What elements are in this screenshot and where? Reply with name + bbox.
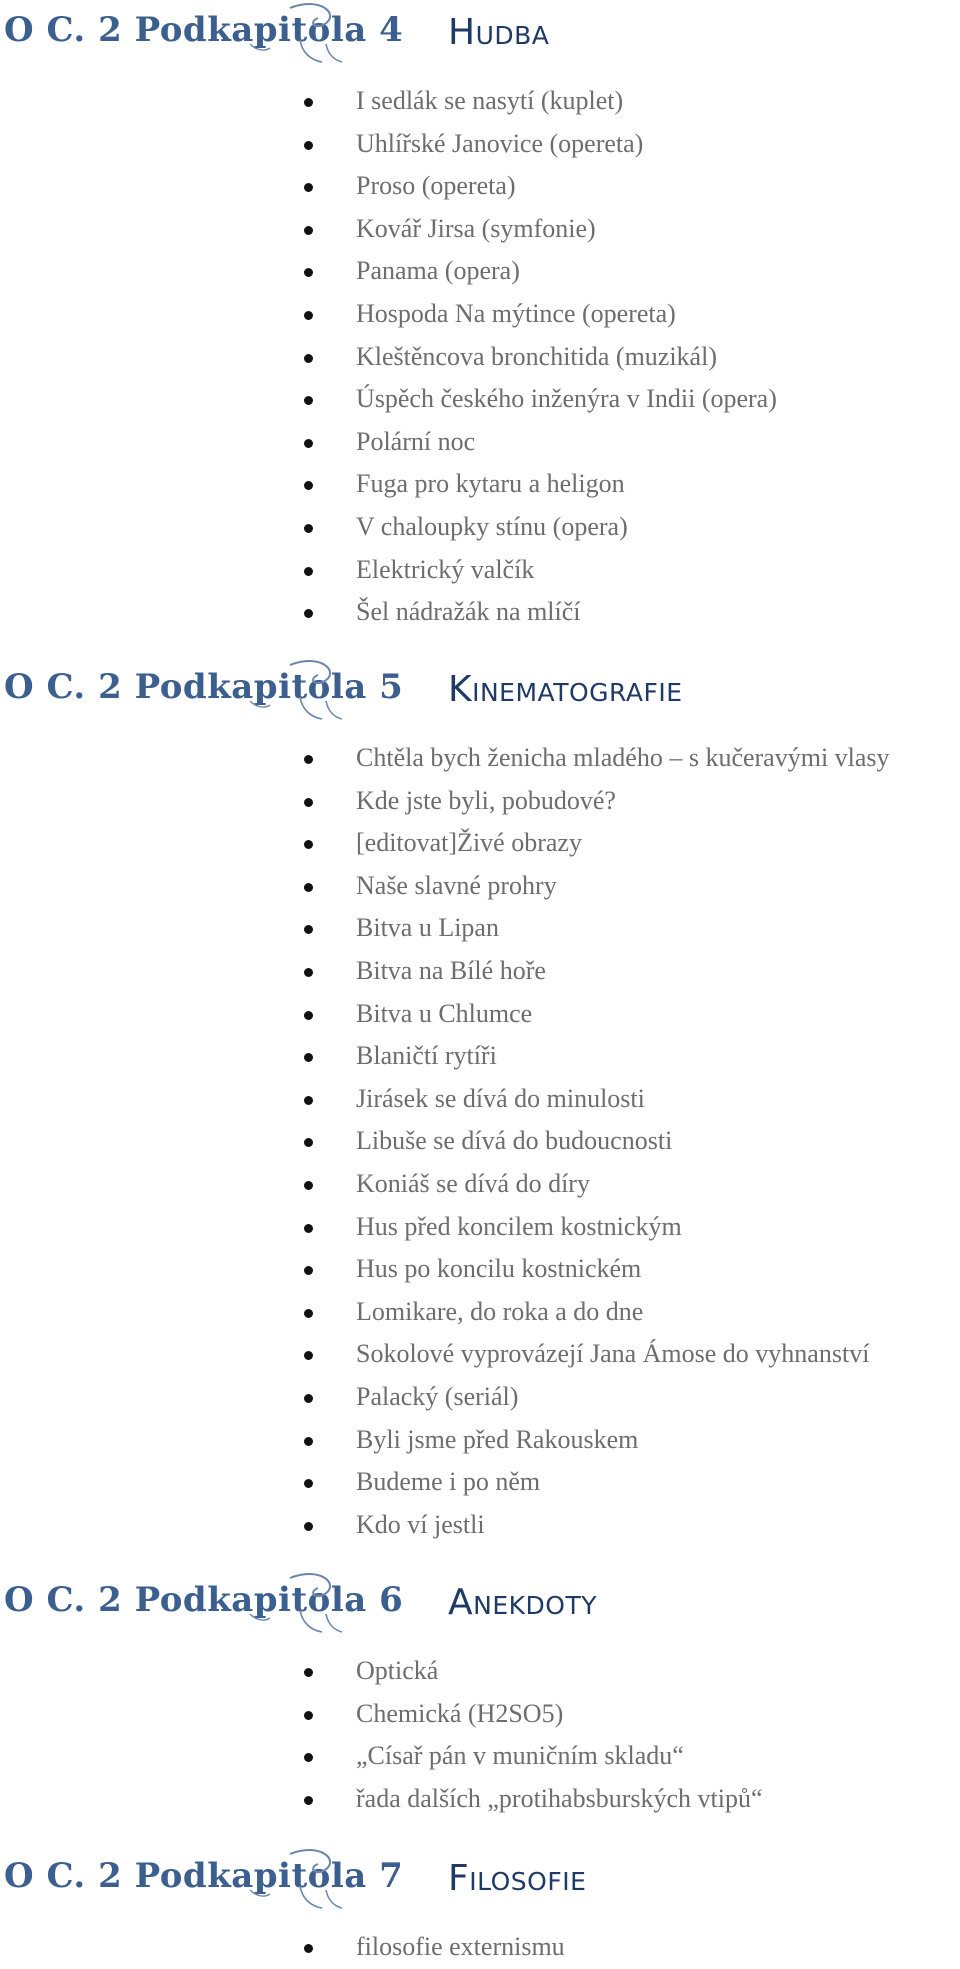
list-item bbox=[0, 506, 960, 549]
bullet-icon bbox=[304, 354, 313, 363]
bullet-icon bbox=[304, 183, 313, 192]
bullet-icon bbox=[304, 1138, 313, 1147]
list-item-text: Libuše se dívá do budoucnosti bbox=[356, 1126, 673, 1156]
bullet-icon bbox=[304, 226, 313, 235]
list-item-text: Kdo ví jestli bbox=[356, 1509, 485, 1539]
list-item-text: Sokolové vyprovázejí Jana Ámose do vyhnanství bbox=[356, 1339, 870, 1369]
bullet-icon bbox=[304, 609, 313, 618]
list-item bbox=[0, 1650, 960, 1693]
list-item-text: Naše slavné prohry bbox=[356, 870, 557, 900]
heading-prefix: O C. 2 Podkapitola 7 bbox=[4, 1856, 404, 1896]
list-item bbox=[0, 1291, 960, 1334]
list-item-text: Bitva na Bílé hoře bbox=[356, 955, 546, 985]
bullet-icon bbox=[304, 1011, 313, 1020]
heading-title: Filosofie bbox=[448, 1858, 587, 1899]
list-item bbox=[0, 950, 960, 993]
bullet-icon bbox=[304, 439, 313, 448]
bullet-icon bbox=[304, 1796, 313, 1805]
heading-prefix: O C. 2 Podkapitola 4 bbox=[4, 10, 404, 50]
list-item-text: Panama (opera) bbox=[356, 256, 520, 286]
list-item bbox=[0, 1778, 960, 1821]
bullet-icon bbox=[304, 98, 313, 107]
list-item bbox=[0, 1376, 960, 1419]
bullet-icon bbox=[304, 141, 313, 150]
bullet-icon bbox=[304, 567, 313, 576]
bullet-icon bbox=[304, 1181, 313, 1190]
bullet-icon bbox=[304, 396, 313, 405]
list-item-text: Koniáš se dívá do díry bbox=[356, 1168, 590, 1198]
list-item bbox=[0, 1035, 960, 1078]
bullet-icon bbox=[304, 1753, 313, 1762]
list-item-text: „Císař pán v muničním skladu“ bbox=[356, 1741, 684, 1771]
list-item-text: Lomikare, do roka a do dne bbox=[356, 1296, 644, 1326]
list-item-text: Elektrický valčík bbox=[356, 554, 535, 584]
list-item bbox=[0, 250, 960, 293]
list-item bbox=[0, 1461, 960, 1504]
heading-title: Hudba bbox=[448, 12, 550, 53]
list-item bbox=[0, 1419, 960, 1462]
list-item-text: Budeme i po něm bbox=[356, 1467, 541, 1497]
item-list bbox=[0, 1926, 960, 1969]
section-heading bbox=[0, 1574, 960, 1634]
list-item bbox=[0, 1206, 960, 1249]
bullet-icon bbox=[304, 925, 313, 934]
bullet-icon bbox=[304, 968, 313, 977]
bullet-icon bbox=[304, 481, 313, 490]
list-item bbox=[0, 1504, 960, 1547]
bullet-icon bbox=[304, 1394, 313, 1403]
list-item-text: Optická bbox=[356, 1656, 439, 1685]
bullet-icon bbox=[304, 1053, 313, 1062]
bullet-icon bbox=[304, 311, 313, 320]
list-item-text: Uhlířské Janovice (opereta) bbox=[356, 128, 644, 158]
list-item-text: Chemická (H2SO5) bbox=[356, 1698, 564, 1728]
bullet-icon bbox=[304, 1944, 313, 1953]
list-item bbox=[0, 549, 960, 592]
bullet-icon bbox=[304, 524, 313, 533]
list-item-text: řada dalších „protihabsburských vtipů“ bbox=[356, 1783, 763, 1813]
list-item-text: Fuga pro kytaru a heligon bbox=[356, 469, 625, 499]
list-item-text: Byli jsme před Rakouskem bbox=[356, 1424, 639, 1454]
bullet-icon bbox=[304, 1351, 313, 1360]
list-item-text: Jirásek se dívá do minulosti bbox=[356, 1083, 645, 1113]
bullet-icon bbox=[304, 1437, 313, 1446]
bullet-icon bbox=[304, 883, 313, 892]
list-item-text: Hus po koncilu kostnickém bbox=[356, 1254, 642, 1284]
list-item-text: Hospoda Na mýtince (opereta) bbox=[356, 298, 676, 328]
list-item bbox=[0, 1333, 960, 1376]
bullet-icon bbox=[304, 840, 313, 849]
heading-prefix: O C. 2 Podkapitola 5 bbox=[4, 667, 404, 707]
bullet-icon bbox=[304, 1309, 313, 1318]
bullet-icon bbox=[304, 1711, 313, 1720]
list-item bbox=[0, 1248, 960, 1291]
list-item bbox=[0, 1078, 960, 1121]
heading-title: Kinematografie bbox=[448, 669, 683, 710]
list-item bbox=[0, 80, 960, 123]
list-item bbox=[0, 865, 960, 908]
list-item bbox=[0, 463, 960, 506]
bullet-icon bbox=[304, 268, 313, 277]
list-item bbox=[0, 1693, 960, 1736]
heading-prefix: O C. 2 Podkapitola 6 bbox=[4, 1580, 404, 1620]
section-hudba bbox=[0, 4, 960, 634]
section-anekdoty bbox=[0, 1574, 960, 1820]
bullet-icon bbox=[304, 1096, 313, 1105]
list-item-text: Hus před koncilem kostnickým bbox=[356, 1211, 682, 1241]
heading-title: Anekdoty bbox=[448, 1582, 597, 1623]
list-item bbox=[0, 1163, 960, 1206]
item-list bbox=[0, 1650, 960, 1820]
list-item-text: Polární noc bbox=[356, 426, 476, 456]
list-item bbox=[0, 336, 960, 379]
bullet-icon bbox=[304, 1668, 313, 1677]
list-item-text: Bitva u Lipan bbox=[356, 913, 499, 943]
list-item bbox=[0, 780, 960, 823]
item-list bbox=[0, 80, 960, 634]
list-item bbox=[0, 1120, 960, 1163]
list-item bbox=[0, 1735, 960, 1778]
list-item bbox=[0, 123, 960, 166]
list-item-text: filosofie externismu bbox=[356, 1932, 565, 1961]
list-item bbox=[0, 421, 960, 464]
list-item-text: Proso (opereta) bbox=[356, 171, 516, 201]
list-item bbox=[0, 293, 960, 336]
list-item-text: Šel nádražák na mlíčí bbox=[356, 597, 581, 627]
list-item bbox=[0, 907, 960, 950]
list-item-text: I sedlák se nasytí (kuplet) bbox=[356, 86, 624, 115]
list-item-text: Chtěla bych ženicha mladého – s kučeravými vlasy bbox=[356, 743, 890, 772]
section-filosofie bbox=[0, 1850, 960, 1969]
bullet-icon bbox=[304, 798, 313, 807]
list-item-text: Bitva u Chlumce bbox=[356, 998, 533, 1028]
list-item-text: Palacký (seriál) bbox=[356, 1381, 519, 1411]
section-heading bbox=[0, 1850, 960, 1910]
list-item-text: Kde jste byli, pobudové? bbox=[356, 785, 616, 815]
list-item-text: V chaloupky stínu (opera) bbox=[356, 511, 628, 541]
section-heading bbox=[0, 661, 960, 721]
list-item bbox=[0, 822, 960, 865]
item-list bbox=[0, 737, 960, 1546]
bullet-icon bbox=[304, 1266, 313, 1275]
section-heading bbox=[0, 4, 960, 64]
list-item-text: Kleštěncova bronchitida (muzikál) bbox=[356, 341, 717, 371]
bullet-icon bbox=[304, 1224, 313, 1233]
list-item bbox=[0, 208, 960, 251]
section-kinematografie bbox=[0, 661, 960, 1546]
list-item-text: Kovář Jirsa (symfonie) bbox=[356, 213, 596, 243]
list-item bbox=[0, 993, 960, 1036]
list-item bbox=[0, 165, 960, 208]
list-item bbox=[0, 591, 960, 634]
bullet-icon bbox=[304, 1479, 313, 1488]
bullet-icon bbox=[304, 755, 313, 764]
list-item-text: [editovat]Živé obrazy bbox=[356, 828, 582, 858]
list-item-text: Úspěch českého inženýra v Indii (opera) bbox=[356, 384, 777, 414]
bullet-icon bbox=[304, 1522, 313, 1531]
list-item bbox=[0, 1926, 960, 1969]
list-item bbox=[0, 378, 960, 421]
list-item-text: Blaničtí rytíři bbox=[356, 1041, 497, 1071]
list-item bbox=[0, 737, 960, 780]
